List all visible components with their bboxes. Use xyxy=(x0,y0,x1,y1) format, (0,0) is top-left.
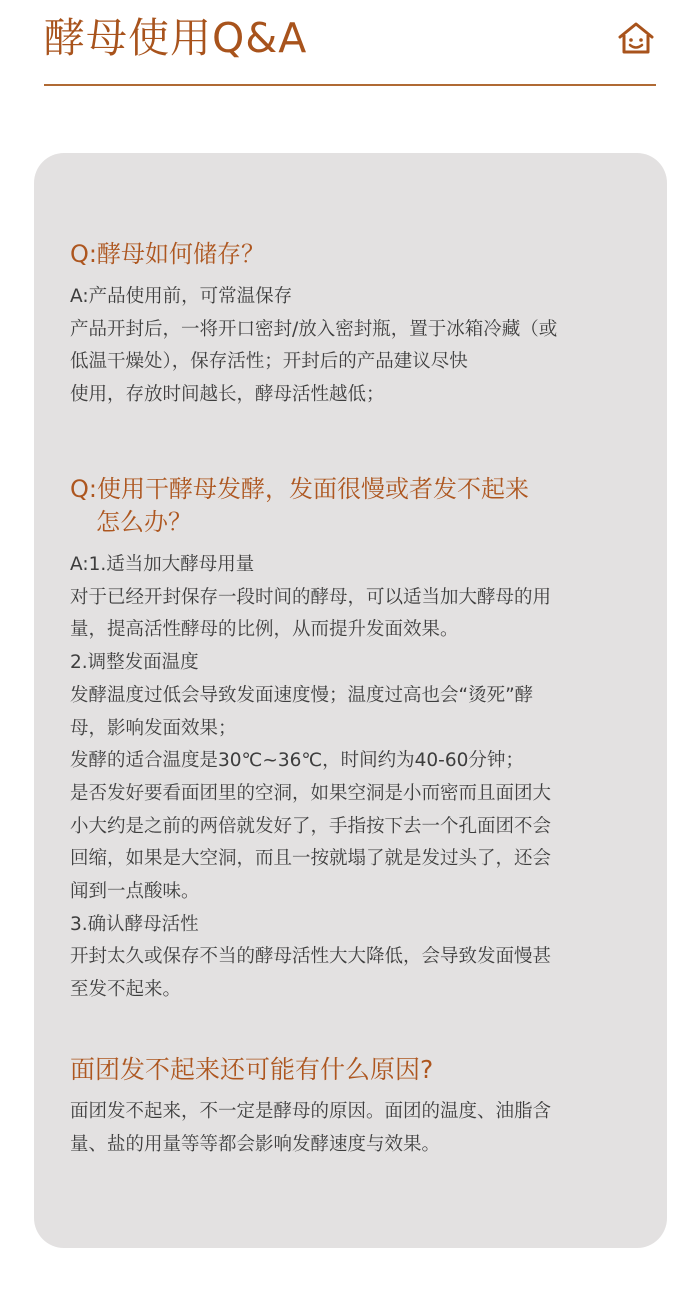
question-line: Q:酵母如何储存？ xyxy=(70,240,265,268)
answer-block xyxy=(70,549,637,1007)
question-line: 怎么办？ xyxy=(96,508,192,536)
answer-line: 量，提高活性酵母的比例，从而提升发面效果。 xyxy=(70,619,459,641)
answer-line: A:1.适当加大酵母用量 xyxy=(70,554,255,575)
question-heading xyxy=(70,1053,637,1086)
page-title: 酵母使用Q&A xyxy=(44,14,308,62)
qa-section-other-causes xyxy=(70,1053,637,1161)
answer-line: 发酵温度过低会导致发面速度慢；温度过高也会“烫死”酵 xyxy=(70,684,534,706)
answer-line: A:产品使用前，可常温保存 xyxy=(70,286,293,307)
question-line: 面团发不起来还可能有什么原因? xyxy=(70,1055,434,1084)
qa-section-storage xyxy=(70,238,637,412)
qa-card xyxy=(34,153,667,1248)
answer-line: 发酵的适合温度是30℃~36℃，时间约为40-60分钟； xyxy=(70,750,524,772)
answer-line: 至发不起来。 xyxy=(70,979,182,1001)
answer-line: 回缩，如果是大空洞，而且一按就塌了就是发过头了，还会 xyxy=(70,848,552,870)
answer-block xyxy=(70,1096,637,1161)
answer-line: 开封太久或保存不当的酵母活性大大降低，会导致发面慢甚 xyxy=(70,946,552,968)
question-line: Q:使用干酵母发酵，发面很慢或者发不起来 xyxy=(70,475,529,503)
answer-line: 产品开封后，一将开口密封/放入密封瓶，置于冰箱冷藏（或 xyxy=(70,318,558,340)
home-smile-icon[interactable] xyxy=(616,18,656,58)
answer-line: 小大约是之前的两倍就发好了，手指按下去一个孔面团不会 xyxy=(70,815,552,837)
answer-line: 闻到一点酸味。 xyxy=(70,881,200,903)
answer-block xyxy=(70,281,637,412)
answer-line: 使用，存放时间越长，酵母活性越低； xyxy=(70,384,385,406)
answer-line: 3.确认酵母活性 xyxy=(70,913,199,935)
page-header xyxy=(44,0,656,88)
answer-line: 面团发不起来，不一定是酵母的原因。面团的温度、油脂含 xyxy=(70,1101,552,1122)
answer-line: 低温干燥处），保存活性；开封后的产品建议尽快 xyxy=(70,351,468,373)
question-heading xyxy=(70,473,637,539)
answer-line: 量、盐的用量等等都会影响发酵速度与效果。 xyxy=(70,1133,441,1155)
question-heading xyxy=(70,238,637,271)
answer-line: 母，影响发面效果； xyxy=(70,717,237,739)
header-divider xyxy=(44,84,656,86)
answer-line: 是否发好要看面团里的空洞，如果空洞是小而密而且面团大 xyxy=(70,782,552,804)
answer-line: 2.调整发面温度 xyxy=(70,652,199,674)
qa-section-slow-rise xyxy=(70,473,637,1007)
answer-line: 对于已经开封保存一段时间的酵母，可以适当加大酵母的用 xyxy=(70,586,552,608)
